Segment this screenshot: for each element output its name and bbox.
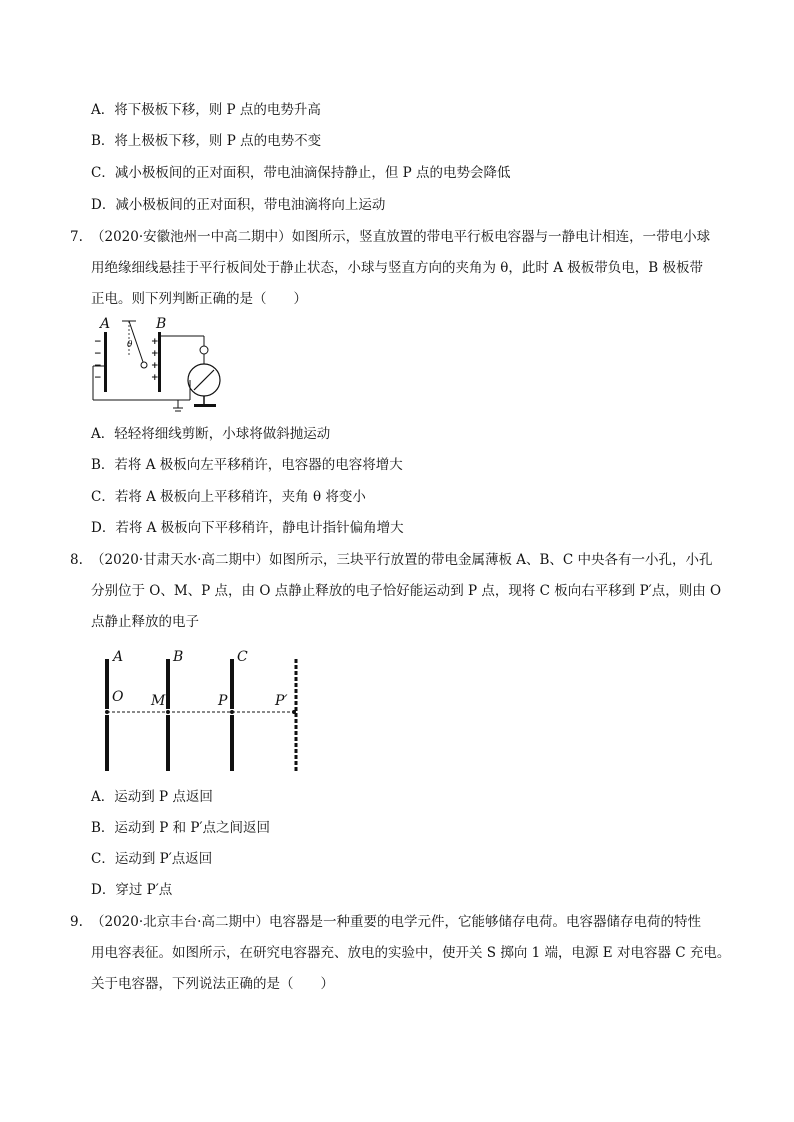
q8-label-o: O	[112, 689, 124, 705]
svg-text:+: +	[151, 373, 159, 383]
q7-option-b: B．若将 A 极板向左平移稍许，电容器的电容将增大	[91, 457, 403, 473]
svg-text:−: −	[94, 373, 102, 383]
q8-plate-a	[105, 659, 109, 709]
q7-label-a: A	[100, 316, 111, 332]
q7-capacitor-figure	[86, 316, 256, 416]
q8-label-m: M	[151, 693, 166, 709]
q8-text-line-1: （2020·甘肃天水·高二期中）如图所示，三块平行放置的带电金属薄板 A、B、C 中央各有一小孔，小孔	[91, 552, 713, 568]
q8-label-c: C	[237, 649, 248, 665]
svg-text:+: +	[151, 337, 159, 347]
q7-label-theta: θ	[127, 340, 133, 350]
q7-label-b: B	[156, 316, 167, 332]
q7-option-a: A．轻轻将细线剪断，小球将做斜抛运动	[91, 426, 331, 442]
svg-text:+: +	[151, 349, 159, 359]
q6-option-d: D．减小极板间的正对面积，带电油滴将向上运动	[91, 197, 386, 213]
q6-option-c: C．减小极板间的正对面积，带电油滴保持静止，但 P 点的电势会降低	[91, 165, 511, 181]
q9-text-line-2: 用电容表征。如图所示，在研究电容器充、放电的实验中，使开关 S 掷向 1 端，电源 E 对电容器 C 充电。	[91, 945, 731, 961]
q9-text-line-1: （2020·北京丰台·高二期中）电容器是一种重要的电学元件，它能够储存电荷。电容器储存电荷的特性	[91, 914, 701, 930]
q8-label-b: B	[173, 649, 184, 665]
q8-plates-figure	[100, 647, 310, 773]
q6-option-a: A．将下极板下移，则 P 点的电势升高	[91, 102, 321, 118]
svg-text:−: −	[94, 361, 102, 371]
q7-option-c: C．若将 A 极板向上平移稍许，夹角 θ 将变小	[91, 489, 366, 505]
q9-text-line-3: 关于电容器，下列说法正确的是（ ）	[91, 976, 334, 992]
q9-number: 9.	[70, 914, 83, 930]
q8-option-d: D．穿过 P′点	[91, 882, 173, 898]
q8-text-line-3: 点静止释放的电子	[91, 614, 199, 630]
q8-label-p: P	[218, 693, 228, 709]
svg-text:−: −	[94, 349, 102, 359]
q7-option-d: D．若将 A 极板向下平移稍许，静电计指针偏角增大	[91, 520, 404, 536]
q8-plate-b	[166, 659, 170, 709]
q7-number: 7.	[70, 229, 83, 245]
q7-text-line-1: （2020·安徽池州一中高二期中）如图所示，竖直放置的带电平行板电容器与一静电计相连，一带电小球	[91, 229, 711, 245]
svg-text:+: +	[151, 361, 159, 371]
q8-plate-c	[230, 659, 234, 709]
q8-label-p-prime: P′	[275, 693, 288, 709]
q8-option-b: B．运动到 P 和 P′点之间返回	[91, 820, 271, 836]
q6-option-b: B．将上极板下移，则 P 点的电势不变	[91, 133, 322, 149]
q7-ball	[141, 362, 147, 368]
q7-text-line-2: 用绝缘细线悬挂于平行板间处于静止状态，小球与竖直方向的夹角为 θ，此时 A 极板带负电，B 极板带	[91, 260, 703, 276]
q8-option-a: A．运动到 P 点返回	[91, 789, 213, 805]
q7-text-line-3: 正电。则下列判断正确的是（ ）	[91, 291, 307, 307]
q8-label-a: A	[113, 649, 124, 665]
q8-option-c: C．运动到 P′点返回	[91, 851, 213, 867]
svg-text:−: −	[94, 337, 102, 347]
q7-plate-a	[104, 332, 107, 392]
q8-text-line-2: 分别位于 O、M、P 点，由 O 点静止释放的电子恰好能运动到 P 点，现将 C 板向右平移到 P′点，则由 O	[91, 583, 722, 599]
q8-number: 8.	[70, 552, 83, 568]
